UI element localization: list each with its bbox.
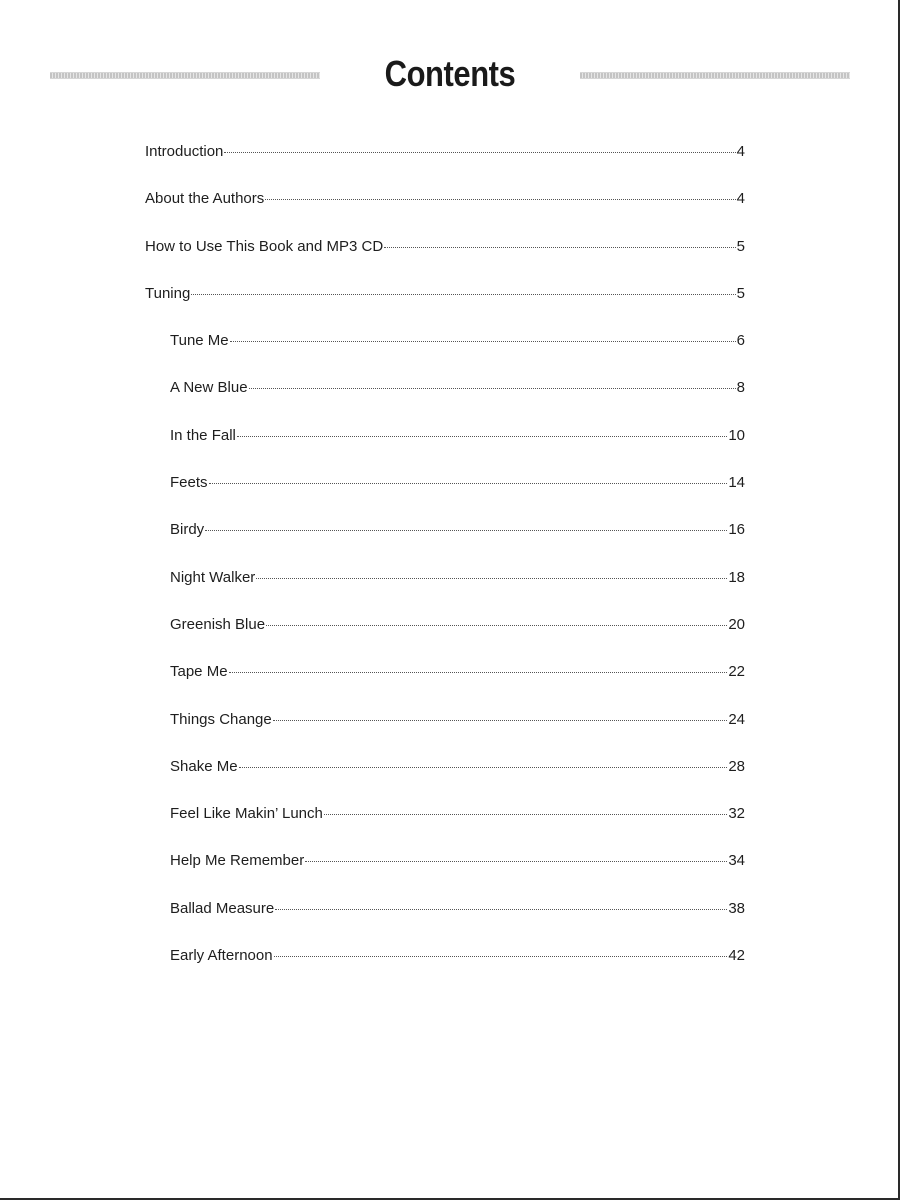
dot-leader bbox=[273, 720, 728, 721]
toc-entry-label: In the Fall bbox=[170, 426, 236, 444]
toc-entry-label: Greenish Blue bbox=[170, 615, 266, 633]
toc-entry-label: Night Walker bbox=[170, 568, 256, 586]
toc-entry-page: 8 bbox=[736, 379, 745, 397]
toc-entry-label: Tune Me bbox=[170, 332, 229, 350]
toc-entry-page: 32 bbox=[728, 805, 745, 823]
dot-leader bbox=[205, 530, 727, 531]
toc-entry-in-the-fall[interactable] bbox=[145, 427, 745, 474]
toc-entry-introduction[interactable] bbox=[145, 143, 745, 190]
toc-entry-page: 4 bbox=[736, 190, 745, 208]
dot-leader bbox=[384, 247, 736, 248]
dot-leader bbox=[266, 625, 727, 626]
toc-entry-page: 5 bbox=[736, 237, 745, 255]
left-decorative-rule bbox=[50, 72, 320, 79]
toc-entry-page: 42 bbox=[728, 947, 745, 965]
toc-entry-label: Shake Me bbox=[170, 757, 238, 775]
toc-entry-a-new-blue[interactable] bbox=[145, 379, 745, 426]
toc-entry-label: How to Use This Book and MP3 CD bbox=[145, 237, 384, 255]
toc-entry-tape-me[interactable] bbox=[145, 663, 745, 710]
right-decorative-rule bbox=[580, 72, 850, 79]
toc-entry-label: Ballad Measure bbox=[170, 899, 275, 917]
dot-leader bbox=[256, 578, 727, 579]
toc-entry-early-afternoon[interactable] bbox=[145, 947, 745, 994]
toc-entry-label: Help Me Remember bbox=[170, 852, 305, 870]
page-title: Contents bbox=[384, 53, 516, 94]
toc-entry-feets[interactable] bbox=[145, 474, 745, 521]
dot-leader bbox=[230, 341, 736, 342]
toc-entry-label: Birdy bbox=[170, 521, 205, 539]
toc-entry-label: Early Afternoon bbox=[170, 947, 273, 965]
toc-entry-page: 20 bbox=[728, 615, 745, 633]
toc-entry-things-change[interactable] bbox=[145, 711, 745, 758]
toc-entry-night-walker[interactable] bbox=[145, 569, 745, 616]
dot-leader bbox=[249, 388, 736, 389]
toc-entry-page: 10 bbox=[728, 426, 745, 444]
table-of-contents bbox=[145, 143, 745, 994]
toc-entry-label: Feets bbox=[170, 474, 208, 492]
toc-entry-page: 38 bbox=[728, 899, 745, 917]
toc-entry-page: 22 bbox=[728, 663, 745, 681]
toc-entry-shake-me[interactable] bbox=[145, 758, 745, 805]
toc-entry-label: A New Blue bbox=[170, 379, 248, 397]
dot-leader bbox=[237, 436, 727, 437]
dot-leader bbox=[324, 814, 727, 815]
toc-entry-page: 14 bbox=[728, 474, 745, 492]
toc-entry-label: Tuning bbox=[145, 284, 191, 302]
dot-leader bbox=[239, 767, 728, 768]
toc-entry-page: 34 bbox=[728, 852, 745, 870]
toc-entry-about-the-authors[interactable] bbox=[145, 190, 745, 237]
toc-entry-greenish-blue[interactable] bbox=[145, 616, 745, 663]
dot-leader bbox=[209, 483, 728, 484]
toc-entry-page: 16 bbox=[728, 521, 745, 539]
toc-entry-how-to-use[interactable] bbox=[145, 238, 745, 285]
toc-entry-label: Feel Like Makin’ Lunch bbox=[170, 805, 323, 823]
toc-entry-label: About the Authors bbox=[145, 190, 265, 208]
toc-entry-feel-like-makin-lunch[interactable] bbox=[145, 805, 745, 852]
toc-entry-label: Introduction bbox=[145, 143, 224, 160]
dot-leader bbox=[265, 199, 735, 200]
toc-entry-help-me-remember[interactable] bbox=[145, 852, 745, 899]
dot-leader bbox=[274, 956, 728, 957]
toc-entry-label: Things Change bbox=[170, 710, 272, 728]
dot-leader bbox=[224, 152, 735, 153]
toc-entry-tuning[interactable] bbox=[145, 285, 745, 332]
toc-entry-ballad-measure[interactable] bbox=[145, 900, 745, 947]
dot-leader bbox=[275, 909, 727, 910]
contents-header bbox=[0, 52, 900, 96]
toc-entry-page: 4 bbox=[736, 143, 745, 160]
dot-leader bbox=[305, 861, 727, 862]
toc-entry-birdy[interactable] bbox=[145, 521, 745, 568]
toc-entry-page: 6 bbox=[736, 332, 745, 350]
toc-entry-label: Tape Me bbox=[170, 663, 228, 681]
toc-entry-page: 5 bbox=[736, 284, 745, 302]
toc-entry-page: 28 bbox=[728, 757, 745, 775]
toc-entry-page: 24 bbox=[728, 710, 745, 728]
dot-leader bbox=[191, 294, 735, 295]
toc-entry-tune-me[interactable] bbox=[145, 332, 745, 379]
dot-leader bbox=[229, 672, 728, 673]
toc-entry-page: 18 bbox=[728, 568, 745, 586]
